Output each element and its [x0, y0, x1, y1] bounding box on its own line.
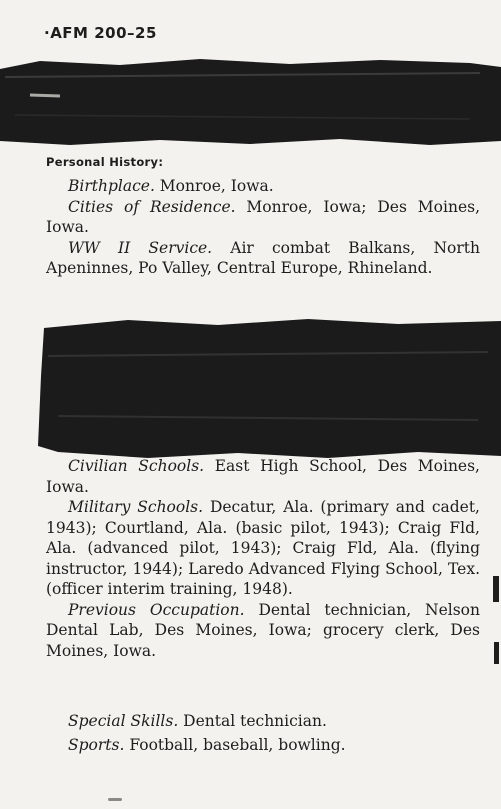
form-number-header: ·AFM 200–25: [44, 24, 157, 42]
entry-cities-of-residence: [46, 197, 480, 238]
entry-label: Special Skills.: [68, 712, 179, 730]
entry-ww2-service: [46, 238, 480, 279]
personal-history-block-3: [46, 711, 480, 758]
entry-military-schools: [46, 497, 480, 600]
entry-civilian-schools: [46, 456, 480, 497]
margin-mark: [493, 576, 499, 602]
entry-text: Dental technician, Nelson Dental Lab, Des Moines, Iowa; grocery clerk, Des Moines, Iowa.: [46, 600, 480, 660]
entry-label: Birthplace.: [68, 177, 155, 195]
section-title: Personal History:: [46, 155, 164, 169]
entry-label: Civilian Schools.: [68, 457, 205, 475]
scan-smudge: [108, 798, 122, 801]
redaction-bar-middle: [38, 316, 501, 462]
entry-label: Sports.: [68, 735, 125, 754]
entry-text: Monroe, Iowa; Des Moines, Iowa.: [46, 197, 481, 236]
entry-text: Football, baseball, bowling.: [124, 735, 346, 754]
personal-history-block-1: [46, 176, 480, 279]
entry-text: Monroe, Iowa.: [154, 177, 274, 195]
entry-special-skills: [46, 711, 480, 732]
entry-text: Air combat Balkans, North Apeninnes, Po Valley, Central Europe, Rhineland.: [46, 238, 480, 277]
margin-mark: [494, 642, 499, 664]
entry-sports: [46, 735, 480, 756]
entry-text: Dental technician.: [178, 712, 327, 730]
entry-label: WW II Service.: [68, 238, 213, 257]
entry-label: Military Schools.: [68, 498, 204, 516]
personal-history-block-2: [46, 456, 480, 661]
entry-birthplace: [46, 176, 480, 197]
entry-text: Decatur, Ala. (primary and cadet, 1943); Courtland, Ala. (basic pilot, 1943); Craig Fld, Ala. (advanced pilot, 1943); Craig Fld, Ala. (flying instructor, 1944); Laredo Advanced Flying School, Tex. (officer interim training, 1948).: [46, 498, 480, 598]
entry-previous-occupation: [46, 600, 480, 662]
redaction-bar-top: [0, 55, 501, 149]
entry-text: East High School, Des Moines, Iowa.: [46, 457, 480, 496]
entry-label: Previous Occupation.: [68, 600, 245, 619]
entry-label: Cities of Residence.: [68, 197, 236, 216]
